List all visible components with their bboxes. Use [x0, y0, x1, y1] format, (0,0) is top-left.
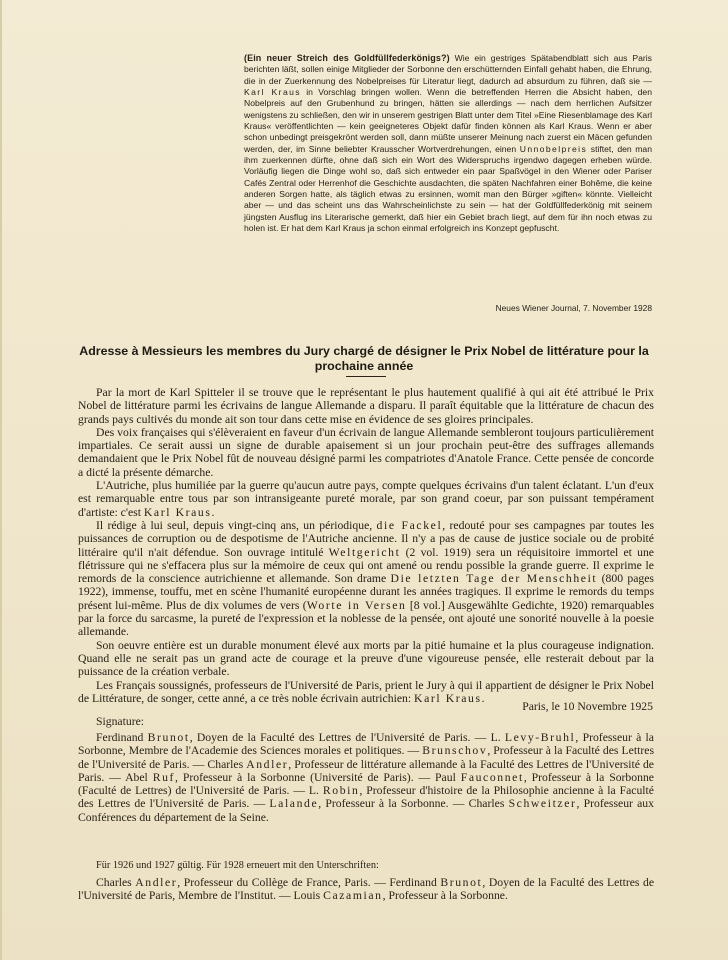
sig-text: , Professeur à la Sorbonne (Faculté de Lettres) de l'Université de Paris. — L.: [78, 770, 654, 798]
title-divider: [346, 376, 386, 377]
sig-text: , Professeur à la Sorbonne. — Charles: [318, 797, 509, 811]
signatories-paragraph-2: [78, 876, 654, 903]
p3-name: Karl Kraus: [143, 505, 212, 519]
sig-text: , Professeur aux Conférences du département de la Seine.: [78, 797, 654, 824]
sig2-text: Charles: [96, 876, 136, 889]
p4-text-e: [8 vol.] Ausgewählte Gedichte, 1920) remarquables par la force du sarcasme, la pureté de l'expression et la noblesse de la pensée, ont ajouté une sonorité nouvelle à la poesie allemande.: [78, 598, 654, 639]
german-newspaper-excerpt: [244, 53, 652, 235]
p4-worte: Worte in Versen: [306, 598, 407, 612]
german-word-2: Unnobelpreis: [519, 143, 588, 154]
p6-text-a: Les Français soussignés, professeurs de l'Université de Paris, prient le Jury à qui il appartient de désigner le Prix Nobel de Littérature, de songer, cette anné, a ce très noble écrivain autrichien:: [78, 678, 654, 705]
sig-name-ruf: Ruf: [152, 770, 176, 784]
p4-drama: Die letzten Tage der Menschheit: [390, 572, 598, 586]
p4-fackel: die Fackel: [376, 518, 443, 532]
sig-name-andler: Andler: [246, 757, 289, 771]
p6-name: Karl Kraus: [414, 691, 482, 705]
p4-text-c: (2 vol. 1919) sera un réquisitoire immortel et une flétrissure qui ne s'effacera plus sur la mémoire de ceux qui ont amené ou rendu possible la grande guerre. Il exprime le remords de la conscience autrichienne et allemande. Son drame: [78, 545, 654, 586]
german-text-2: in Vorschlag bringen wollen. Wenn die betreffenden Herren die Absicht haben, den Nobelpreis auf den Grubenhund zu bringen, hätten sie allerdings — nach dem herrlichen Aufsitzer wenigstens zu schließen, den wir in unserem gestrigen Blatt unter dem Titel »Eine Riesenblamage des Karl Kraus« veröffentlichten — kein geeigneteres Objekt dafür finden können als Karl Kraus. Wenn er aber schon unbedingt preisgekrönt werden soll, dann müßte unserer Meinung nach zuerst ein Mäcen gefunden werden, der, im Sinne beliebter Krausscher Wortverdrehungen, einen: [244, 87, 652, 154]
sig2-name-brunot: Brunot: [440, 876, 483, 889]
sig-text: Ferdinand: [96, 731, 148, 744]
sig-name-schweitzer: Schweitzer: [508, 797, 577, 811]
paragraph-5: Son oeuvre entière est un durable monument élevé aux morts par la pitié humaine et la plus courageuse indignation. Quand elle ne serait pas un grand acte de courage et la preuve d'une vigoureuse pensée, elle resterait debout par la puissance de la création verbale.: [78, 638, 654, 679]
sig-text: , Professeur à la Faculté des Lettres de l'Université de Paris. — Charles: [78, 744, 654, 771]
sig2-name-andler: Andler: [135, 876, 178, 889]
p4-weltgericht: Weltgericht: [328, 545, 401, 559]
german-text-3: stiftet, den man ihm zuerkennen dürfte, ohne daß sich ein Wort des Widerspruchs irgendwo dagegen erheben würde. Vorläufig liegen die Dinge wohl so, daß sich entweder ein paar Spaßvögel in den Wiener oder Pariser Cafés Zentral oder Herrenhof die Geschichte ausdachten, die späten Nachfahren einer Bohême, die keine anderen Sorgen hatte, als täglich etwas zu ersinnen, womit man den Bürger »giften« könnte. Vielleicht aber — und das scheint uns das Wahrscheinlichste zu sein — hat der Goldfüllfederkönig mit seinem jüngsten Ausflug ins Literarische gemerkt, daß hier ein Gebiet brach liegt, auf dem für ihn noch etwas zu holen ist. Er hat dem Karl Kraus ja schon einmal erfolgreich ins Konzept gepfuscht.: [244, 143, 652, 234]
french-title: Adresse à Messieurs les membres du Jury chargé de désigner le Prix Nobel de littérature pour la prochaine année: [79, 344, 649, 373]
german-source: Neues Wiener Journal, 7. November 1928: [495, 303, 652, 313]
german-headline: (Ein neuer Streich des Goldfüllfederkönigs?): [244, 53, 450, 63]
sig-text: , Professeur à la Sorbonne, Membre de l'Academie des Sciences morales et politiques. —: [78, 731, 654, 758]
german-name-1: Karl Kraus: [244, 87, 301, 98]
sig-text: , Doyen de la Faculté des Lettres de l'Université de Paris. — L.: [189, 731, 505, 744]
p4-text-a: Il rédige à lui seul, depuis vingt-cinq ans, un périodique,: [96, 518, 377, 532]
paragraph-2: Des voix françaises qui s'élèveraient en faveur d'un écrivain de langue Allemande sembleront toujours particulièrement impartiales. Ce serait aussi un signe de durable apaisement si un jour prochain peut-être des suffrages allemands demandaient que le Prix Nobel fût de nouveau désigné parmi les compatriotes d'Anatole France. Cette pensée de concorde a dicté la présente démarche.: [78, 425, 654, 479]
validity-note: Für 1926 und 1927 gültig. Für 1928 erneuert mit den Unterschriften:: [96, 860, 379, 871]
sig2-text: , Doyen de la Faculté des Lettres de l'Université de Paris, Membre de l'Institut. — Louis: [78, 876, 655, 903]
signatories-1928: [78, 876, 654, 903]
sig2-text: , Professeur du Collège de France, Paris. — Ferdinand: [177, 876, 441, 889]
signature-label: Signature:: [96, 715, 145, 728]
sig-name-levy-bruhl: Levy-Bruhl: [504, 731, 576, 744]
sig-name-lalande: Lalande: [269, 797, 319, 811]
sig-name-fauconnet: Fauconnet: [460, 770, 524, 784]
french-address-body: [78, 386, 654, 705]
sig-name-brunot: Brunot: [147, 731, 190, 744]
signatories-1925: [78, 731, 654, 824]
p3-text-a: L'Autriche, plus humiliée par la guerre qu'aucun autre pays, compte quelques écrivains d'un talent éclatant. L'un d'eux est remarquable entre tous par son intransigeante pureté morale, par son grand coeur, par son puissant tempérament d'artiste: c'est: [78, 479, 654, 519]
sig-name-robin: Robin: [322, 784, 360, 798]
signatories-paragraph: [78, 731, 654, 824]
letter-date: Paris, le 10 Novembre 1925: [522, 700, 653, 713]
sig-name-brunschov: Brunschov: [422, 744, 488, 758]
paragraph-1: Par la mort de Karl Spitteler il se trouve que le représentant le plus hautement qualifié à qui ait été attribué le Prix Nobel de littérature parmi les écrivains de langue Allemande a disparu. Il paraît équitable que la littérature de chacun des grands pays cultivés du monde ait son tour dans cette mise en évidence de ses gloires principales.: [78, 386, 654, 426]
p6-text-b: .: [481, 691, 485, 705]
sig2-text: , Professeur à la Sorbonne.: [382, 889, 508, 903]
sig-text: , Professeur d'histoire de la Philosophie ancienne à la Faculté des Lettres de l'Université de Paris. —: [78, 784, 654, 811]
p4-text-d: (800 pages 1922), immense, touffu, met en scène l'humanité européenne durant les années tragiques. Il exprime le remords du temps présent lui-même. Plus de dix volumes de vers (: [78, 572, 654, 612]
paragraph-4: [78, 519, 654, 639]
p3-text-b: .: [211, 505, 215, 519]
paragraph-3: [78, 479, 654, 519]
sig2-name-cazamian: Cazamian: [323, 889, 383, 903]
german-text-1: Wie ein gestriges Spätabendblatt sich aus Paris berichten läßt, sollen einige Mitglieder der Sorbonne den erschütternden Einfall gehabt haben, die Ehrung, die in der Zuerkennung des Nobelpreises für Literatur liegt, dadurch ad absurdum zu führen, daß sie —: [244, 53, 652, 86]
sig-text: , Professeur à la Sorbonne (Université de Paris). — Paul: [175, 770, 461, 784]
p4-text-b: , redouté pour ses campagnes par toutes les puissances de corruption ou de despotisme de l'Autriche ancienne. Il n'y a pas de cause de justice sociale ou de probité littéraire qu'il n'ait défendue. Son ouvrage intitulé: [78, 518, 655, 559]
sig-text: , Professeur de littérature allemande à la Faculté des Lettres de l'Université de Paris. — Abel: [78, 757, 654, 784]
